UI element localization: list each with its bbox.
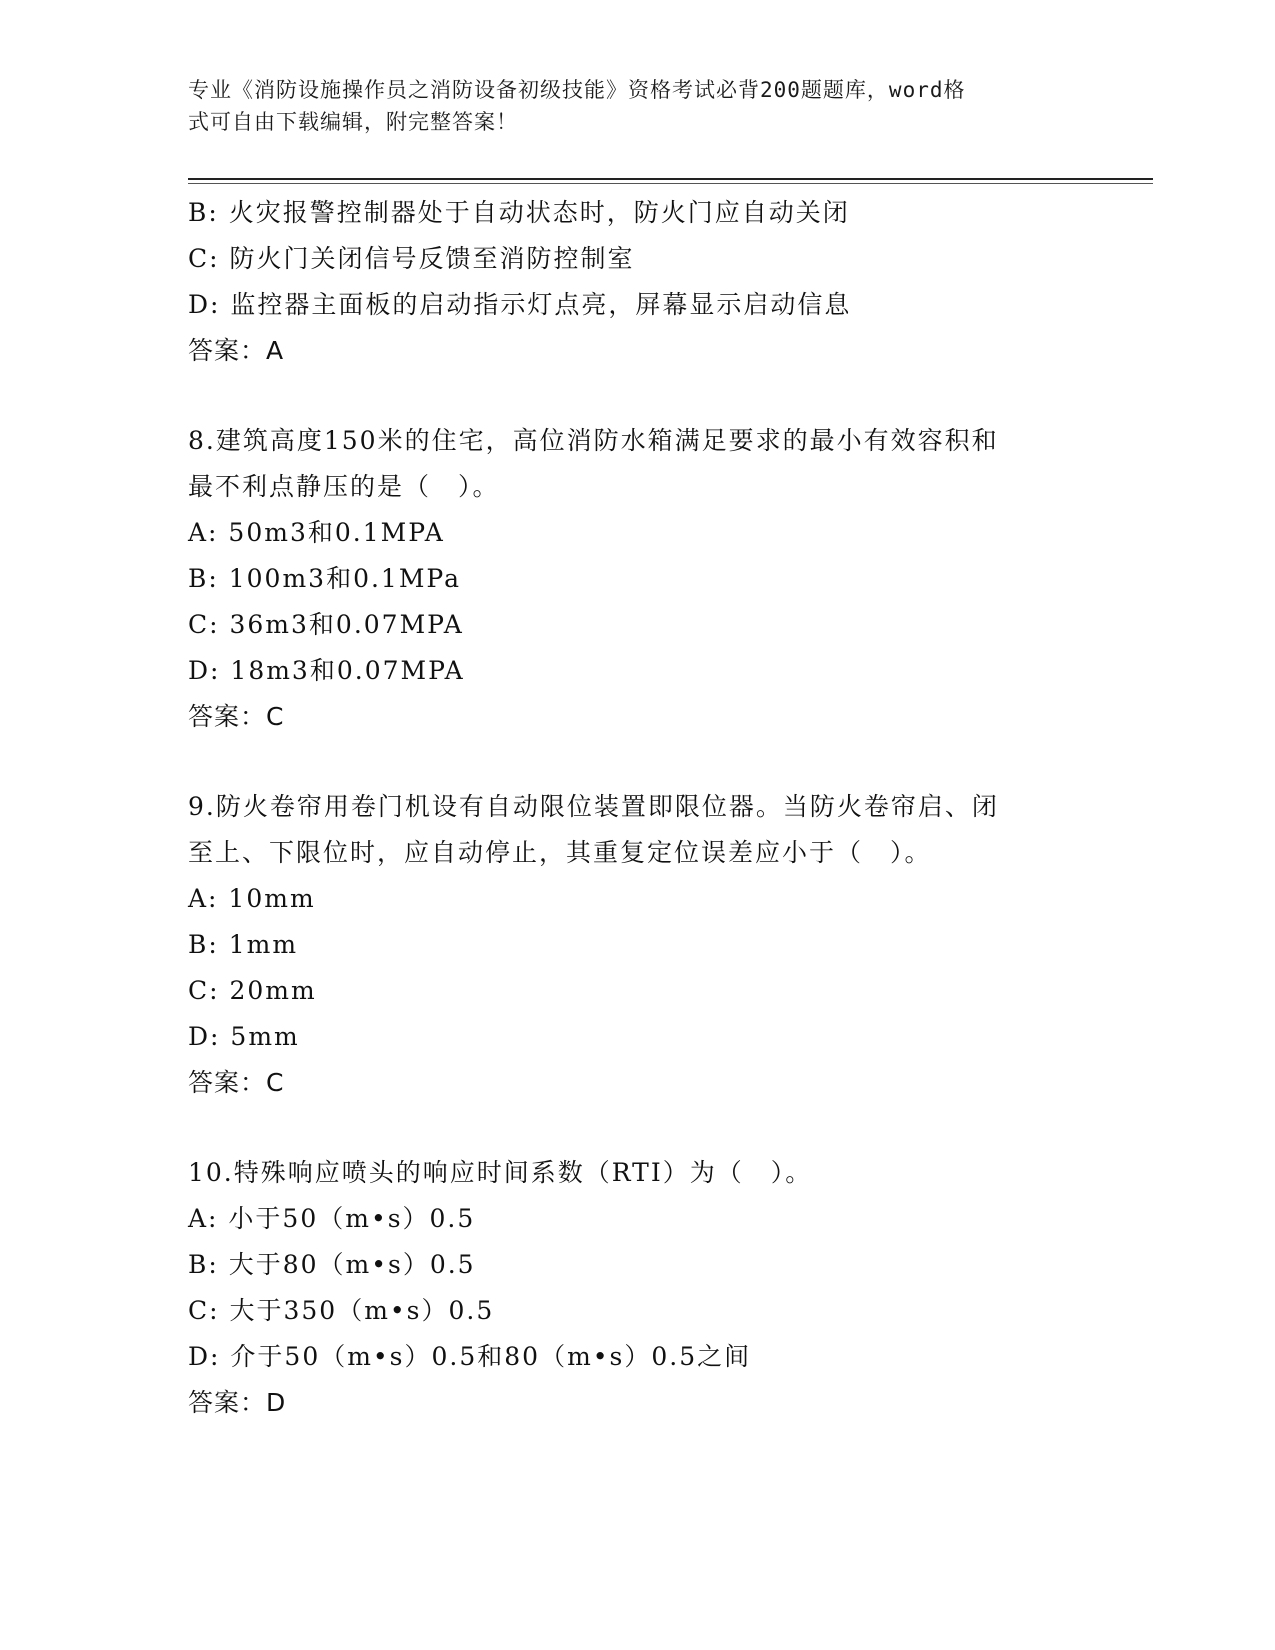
question-stem-line: 9.防火卷帘用卷门机设有自动限位装置即限位器。当防火卷帘启、闭 bbox=[188, 792, 999, 821]
header-divider-thick bbox=[188, 178, 1153, 180]
answer-label: 答案：D bbox=[188, 1388, 287, 1417]
option-a: A: 50m3和0.1MPA bbox=[188, 518, 445, 547]
question-fragment bbox=[188, 190, 1088, 374]
option-d: D: 介于50（m•s）0.5和80（m•s）0.5之间 bbox=[188, 1342, 752, 1371]
document-header bbox=[188, 74, 1068, 138]
option-b: B: 100m3和0.1MPa bbox=[188, 564, 462, 593]
option-c: C: 防火门关闭信号反馈至消防控制室 bbox=[188, 244, 635, 273]
option-d: D: 18m3和0.07MPA bbox=[188, 656, 465, 685]
question-stem-line: 8.建筑高度150米的住宅，高位消防水箱满足要求的最小有效容积和 bbox=[188, 426, 999, 455]
option-b: B: 火灾报警控制器处于自动状态时，防火门应自动关闭 bbox=[188, 198, 850, 227]
question-9 bbox=[188, 784, 1088, 1106]
option-c: C: 大于350（m•s）0.5 bbox=[188, 1296, 495, 1325]
answer-label: 答案：C bbox=[188, 1068, 285, 1097]
header-line-2: 式可自由下载编辑，附完整答案！ bbox=[188, 110, 518, 134]
question-stem-line: 至上、下限位时，应自动停止，其重复定位误差应小于（ ）。 bbox=[188, 838, 932, 867]
question-stem-line: 最不利点静压的是（ ）。 bbox=[188, 472, 500, 501]
question-10 bbox=[188, 1150, 1088, 1426]
option-a: A: 10mm bbox=[188, 884, 316, 913]
option-b: B: 1mm bbox=[188, 930, 299, 959]
option-a: A: 小于50（m•s）0.5 bbox=[188, 1204, 476, 1233]
option-d: D: 5mm bbox=[188, 1022, 300, 1051]
question-stem-line: 10.特殊响应喷头的响应时间系数（RTI）为（ ）。 bbox=[188, 1158, 813, 1187]
option-d: D: 监控器主面板的启动指示灯点亮，屏幕显示启动信息 bbox=[188, 290, 852, 319]
option-c: C: 36m3和0.07MPA bbox=[188, 610, 464, 639]
header-divider-thin bbox=[188, 183, 1153, 184]
option-c: C: 20mm bbox=[188, 976, 317, 1005]
answer-label: 答案：C bbox=[188, 702, 285, 731]
header-line-1: 专业《消防设施操作员之消防设备初级技能》资格考试必背200题题库，word格 bbox=[188, 78, 966, 102]
question-8 bbox=[188, 418, 1088, 740]
option-b: B: 大于80（m•s）0.5 bbox=[188, 1250, 476, 1279]
question-list bbox=[188, 190, 1088, 1426]
answer-label: 答案：A bbox=[188, 336, 285, 365]
